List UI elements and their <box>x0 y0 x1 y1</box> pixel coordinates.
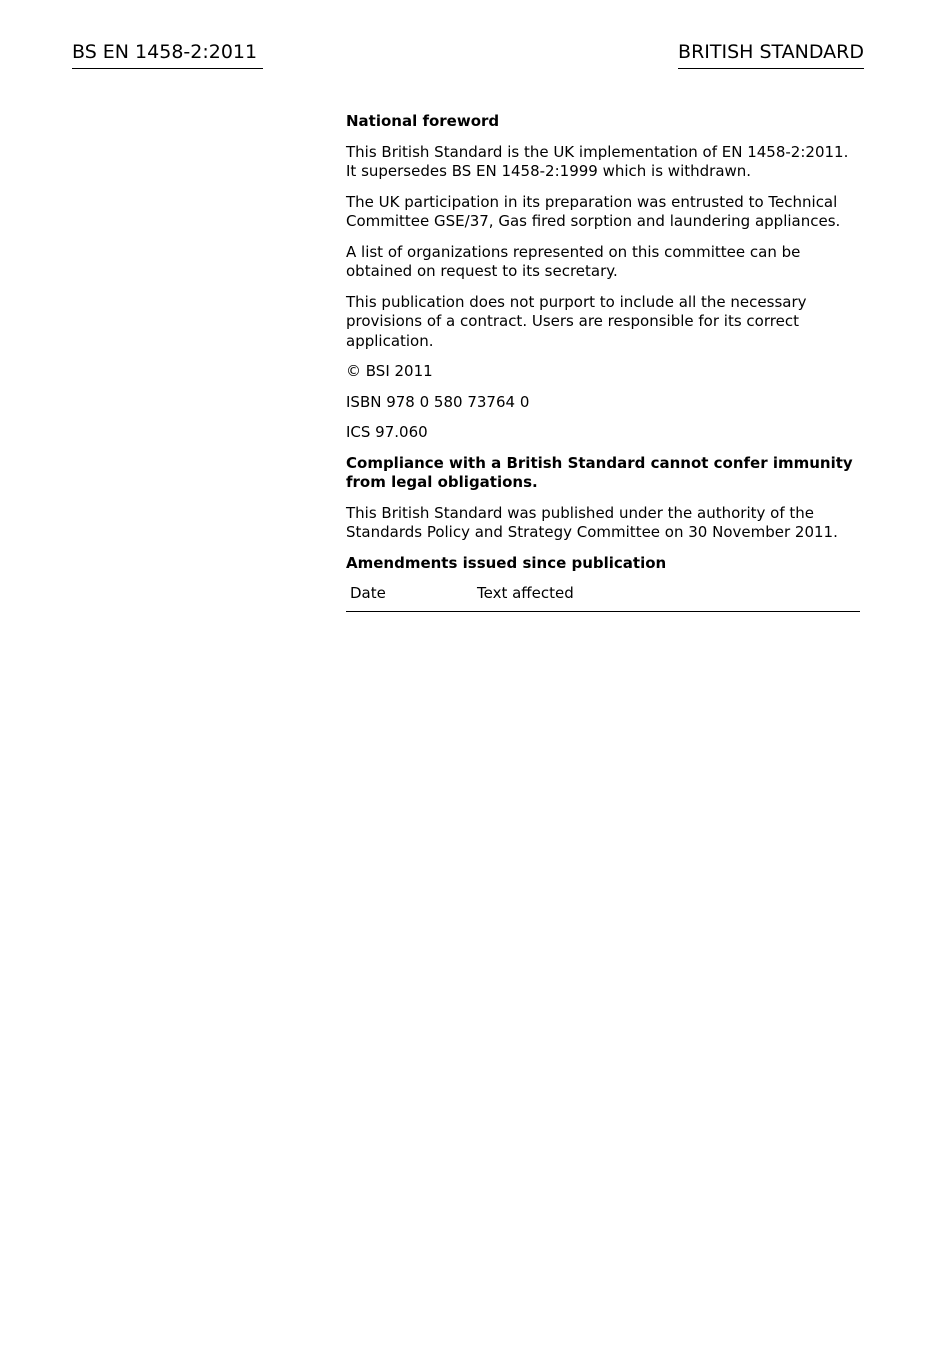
national-foreword <box>346 112 860 612</box>
foreword-paragraph-implementation: This British Standard is the UK implementation of EN 1458-2:2011. It supersedes BS EN 1458-2:1999 which is withdrawn. <box>346 142 849 180</box>
copyright-notice: © BSI 2011 <box>346 362 433 380</box>
amendments-header-row <box>346 584 860 611</box>
column-header-date: Date <box>346 584 473 611</box>
foreword-paragraph-committee: The UK participation in its preparation was entrusted to Technical Committee GSE/37, Gas fired sorption and laundering appliances. <box>346 192 841 230</box>
column-header-text-affected: Text affected <box>473 584 860 611</box>
foreword-paragraph-disclaimer: This publication does not purport to include all the necessary provisions of a contract. Users are responsible for its correct application. <box>346 292 807 350</box>
foreword-paragraph-organizations: A list of organizations represented on this committee can be obtained on request to its secretary. <box>346 242 801 280</box>
header-standard-type: BRITISH STANDARD <box>678 40 864 69</box>
header-document-code: BS EN 1458-2:2011 <box>72 40 263 69</box>
isbn-number: ISBN 978 0 580 73764 0 <box>346 392 530 411</box>
foreword-heading: National foreword <box>346 112 500 130</box>
compliance-notice: Compliance with a British Standard cannot confer immunity from legal obligations. <box>346 453 853 491</box>
amendments-title: Amendments issued since publication <box>346 553 667 572</box>
amendments-table <box>346 584 860 612</box>
publication-statement: This British Standard was published under the authority of the Standards Policy and Strategy Committee on 30 November 2011. <box>346 503 838 541</box>
ics-code: ICS 97.060 <box>346 423 428 441</box>
